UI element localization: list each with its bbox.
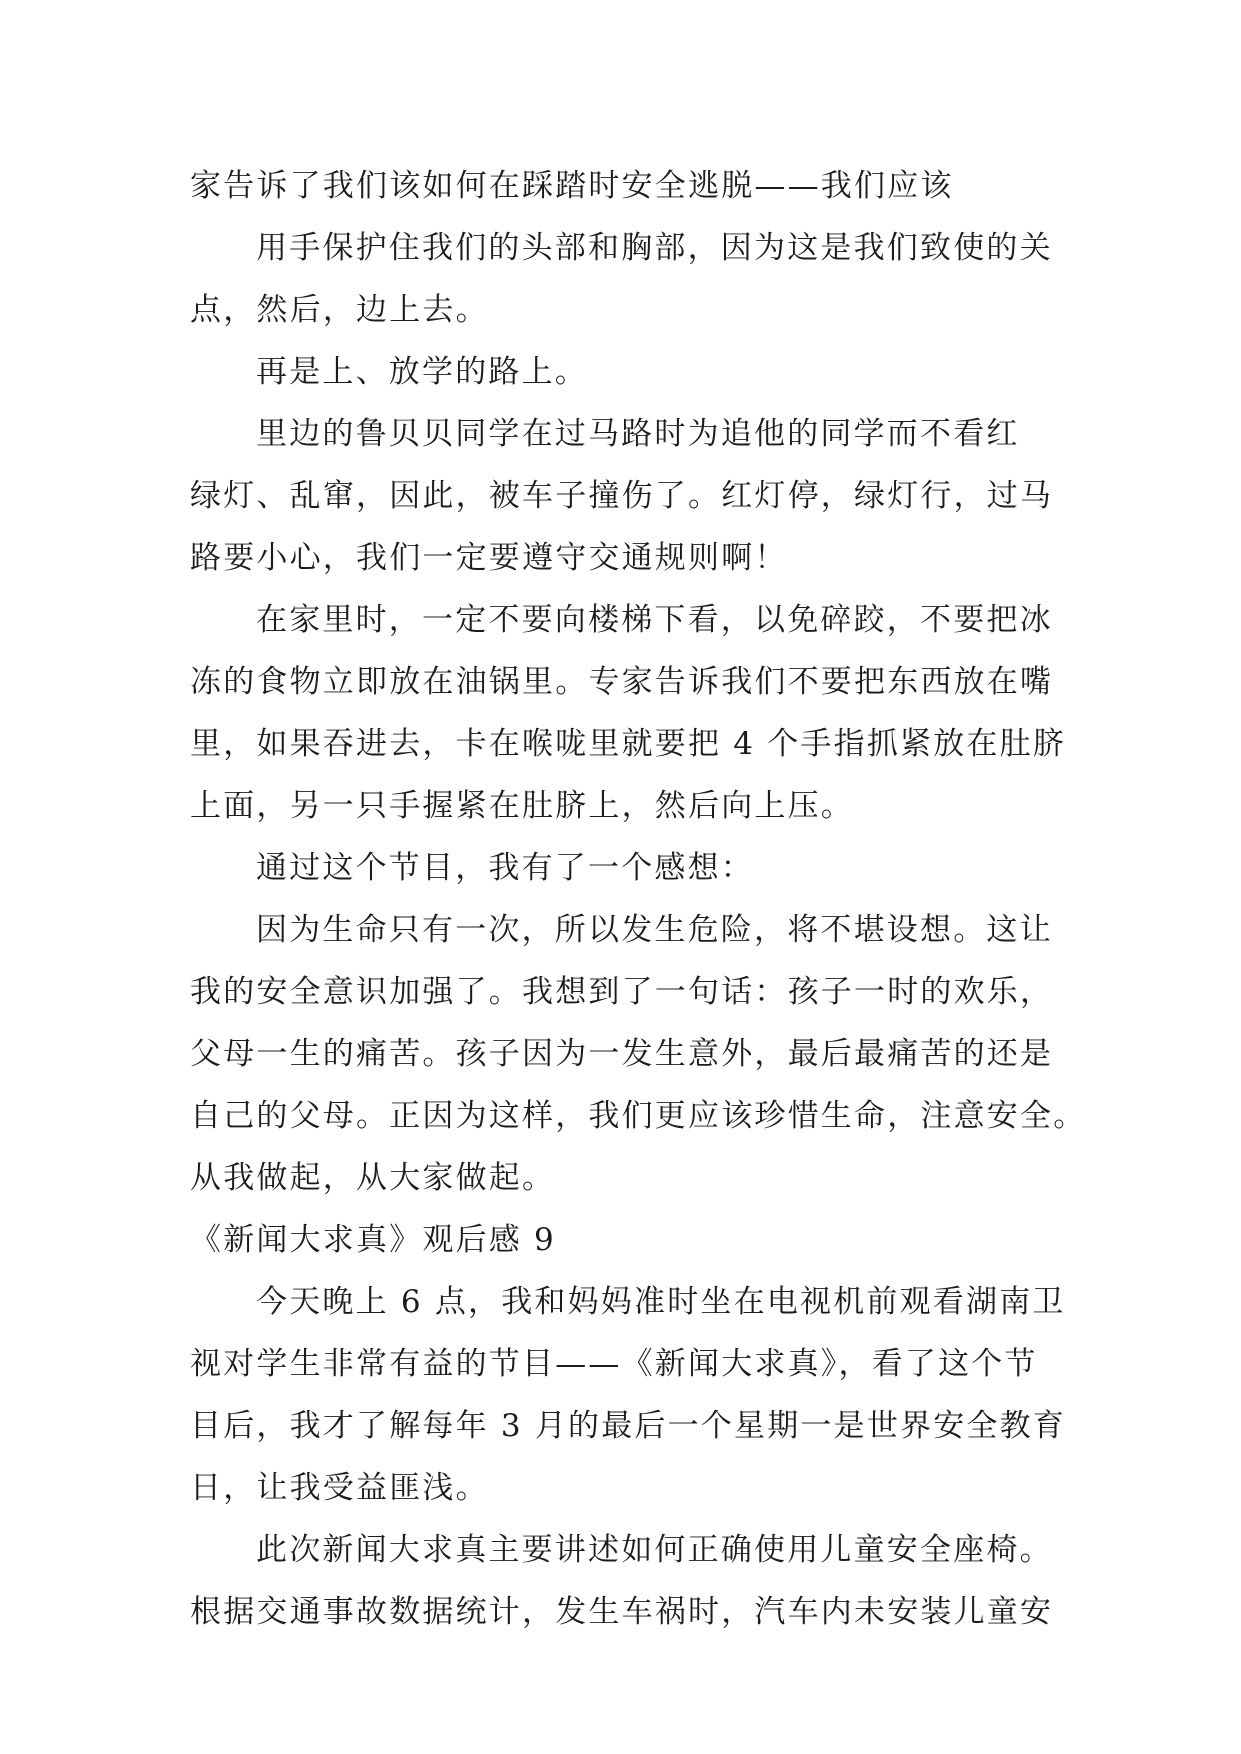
line-8: 冻的食物立即放在油锅里。专家告诉我们不要把东西放在嘴 [190, 664, 1054, 700]
text-line [190, 713, 1070, 775]
line-15: 自己的父母。正因为这样，我们更应该珍惜生命，注意安全。 [190, 1098, 1087, 1134]
line-5: 绿灯、乱窜，因此，被车子撞伤了。红灯停，绿灯行，过马 [190, 478, 1054, 514]
text-line [190, 1147, 1070, 1209]
line-13: 我的安全意识加强了。我想到了一句话：孩子一时的欢乐， [190, 974, 1054, 1010]
paragraph [190, 217, 1070, 279]
line-17: 《新闻大求真》观后感 9 [190, 1222, 556, 1258]
line-14: 父母一生的痛苦。孩子因为一发生意外，最后最痛苦的还是 [190, 1036, 1054, 1072]
line-22: 此次新闻大求真主要讲述如何正确使用儿童安全座椅。 [256, 1532, 1053, 1568]
line-16: 从我做起，从大家做起。 [190, 1160, 556, 1196]
text-line [190, 1581, 1070, 1643]
line-23: 根据交通事故数据统计，发生车祸时，汽车内未安装儿童安 [190, 1594, 1054, 1630]
line-7: 在家里时，一定不要向楼梯下看，以免碎跤，不要把冰 [256, 602, 1053, 638]
line-1: 用手保护住我们的头部和胸部，因为这是我们致使的关 [256, 230, 1053, 266]
line-3: 再是上、放学的路上。 [256, 354, 588, 390]
paragraph [190, 589, 1070, 651]
text-line [190, 527, 1070, 589]
text-line [190, 1457, 1070, 1519]
text-line [190, 1085, 1087, 1147]
line-0: 家告诉了我们该如何在踩踏时安全逃脱——我们应该 [190, 168, 954, 204]
line-12: 因为生命只有一次，所以发生危险，将不堪设想。这让 [256, 912, 1053, 948]
text-line [190, 465, 1070, 527]
line-9: 里，如果吞进去，卡在喉咙里就要把 4 个手指抓紧放在肚脐 [190, 726, 1067, 762]
paragraph [190, 1519, 1070, 1581]
paragraph [190, 403, 1070, 465]
line-6: 路要小心，我们一定要遵守交通规则啊！ [190, 540, 788, 576]
line-21: 日，让我受益匪浅。 [190, 1470, 489, 1506]
paragraph [190, 341, 1070, 403]
text-line [190, 651, 1070, 713]
line-4: 里边的鲁贝贝同学在过马路时为追他的同学而不看红 [256, 416, 1020, 452]
line-2: 点，然后，边上去。 [190, 292, 489, 328]
line-18: 今天晚上 6 点，我和妈妈准时坐在电视机前观看湖南卫 [256, 1284, 1066, 1320]
line-19: 视对学生非常有益的节目——《新闻大求真》，看了这个节 [190, 1346, 1038, 1382]
paragraph [190, 899, 1070, 961]
paragraph [190, 1271, 1070, 1333]
line-10: 上面，另一只手握紧在肚脐上，然后向上压。 [190, 788, 854, 824]
text-line [190, 775, 1070, 837]
text-line [190, 1023, 1070, 1085]
line-20: 目后，我才了解每年 3 月的最后一个星期一是世界安全教育 [190, 1408, 1067, 1444]
text-line [190, 961, 1070, 1023]
line-11: 通过这个节目，我有了一个感想： [256, 850, 754, 886]
text-line [190, 1395, 1070, 1457]
paragraph [190, 837, 1070, 899]
text-line [190, 279, 1070, 341]
text-line [190, 155, 1070, 217]
text-line [190, 1333, 1070, 1395]
section-heading [190, 1209, 1070, 1271]
document-body [190, 155, 1087, 1643]
